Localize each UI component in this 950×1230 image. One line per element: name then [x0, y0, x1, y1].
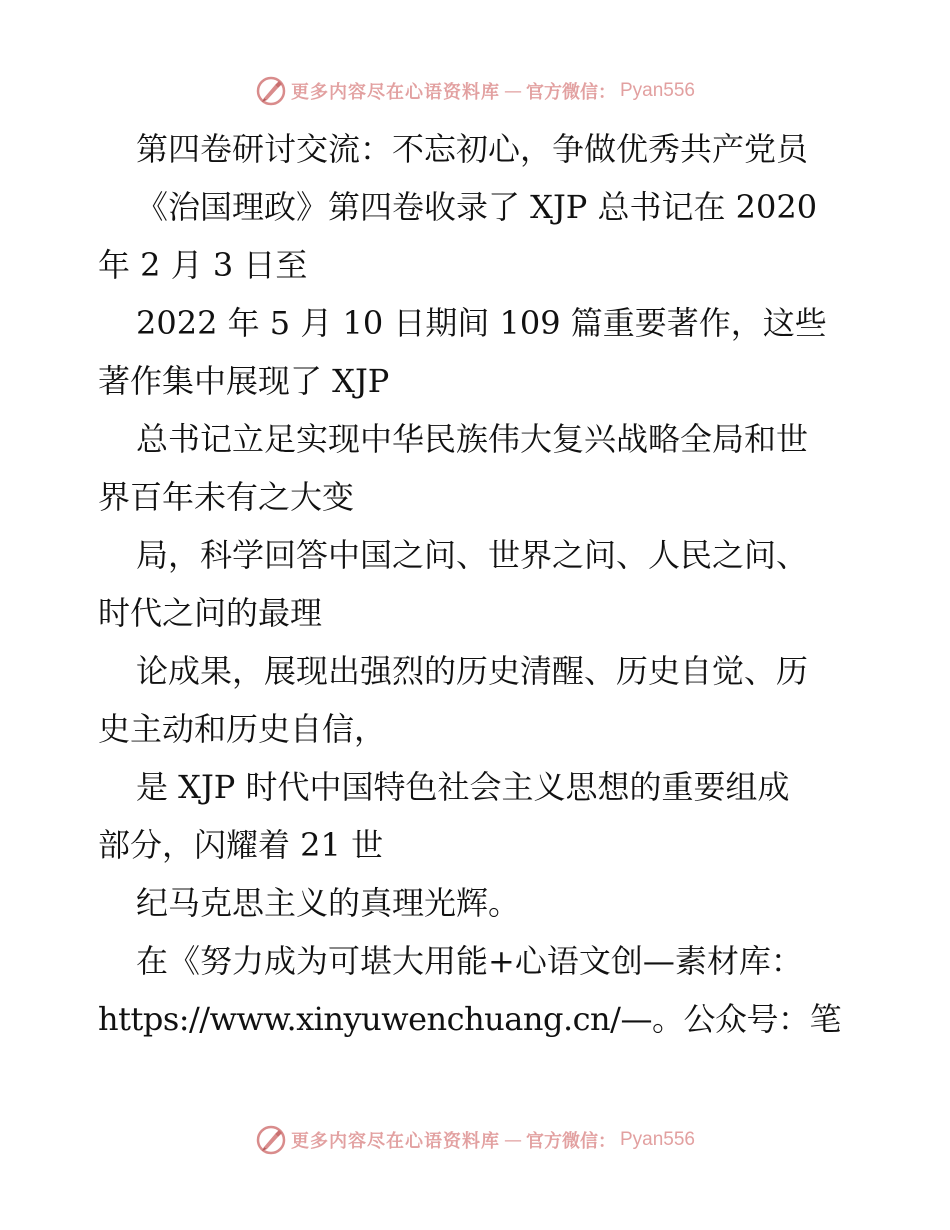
- watermark-wechat-id: Pyan556: [619, 80, 695, 101]
- watermark-wechat-id: Pyan556: [619, 1129, 695, 1150]
- body-line: 2022 年 5 月 10 日期间 109 篇重要著作，这些: [136, 304, 827, 342]
- watermark-main-text: 更多内容尽在心语资料库: [290, 82, 500, 103]
- body-line: 总书记立足实现中华民族伟大复兴战略全局和世: [136, 420, 809, 458]
- watermark-label: 官方微信：: [525, 82, 616, 103]
- body-line: 年 2 月 3 日至: [98, 246, 308, 284]
- body-line: 著作集中展现了 XJP: [98, 362, 390, 400]
- body-line: https://www.xinyuwenchuang.cn/—。公众号：笔: [98, 1000, 841, 1038]
- footer-watermark: [0, 1120, 950, 1160]
- body-line: 部分，闪耀着 21 世: [98, 826, 384, 864]
- body-line: 局，科学回答中国之问、世界之问、人民之问、: [136, 536, 809, 574]
- pen-logo-icon: [255, 75, 287, 107]
- body-line: 在《努力成为可堪大用能+心语文创—素材库：: [136, 942, 803, 980]
- body-line: 论成果，展现出强烈的历史清醒、历史自觉、历: [136, 652, 809, 690]
- body-line: 是 XJP 时代中国特色社会主义思想的重要组成: [136, 768, 790, 806]
- body-line: 纪马克思主义的真理光辉。: [136, 884, 521, 922]
- watermark-main-text: 更多内容尽在心语资料库: [290, 1131, 500, 1152]
- body-line: 第四卷研讨交流：不忘初心，争做优秀共产党员: [136, 130, 809, 168]
- header-watermark: [0, 71, 950, 111]
- watermark-separator: —: [503, 1129, 522, 1151]
- body-line: 史主动和历史自信，: [98, 710, 387, 748]
- body-line: 时代之问的最理: [98, 594, 323, 632]
- body-line: 《治国理政》第四卷收录了 XJP 总书记在 2020: [136, 188, 818, 226]
- body-line: 界百年未有之大变: [98, 478, 355, 516]
- watermark-label: 官方微信：: [525, 1131, 616, 1152]
- pen-logo-icon: [255, 1124, 287, 1156]
- body-text: [98, 120, 858, 1048]
- watermark-separator: —: [503, 80, 522, 102]
